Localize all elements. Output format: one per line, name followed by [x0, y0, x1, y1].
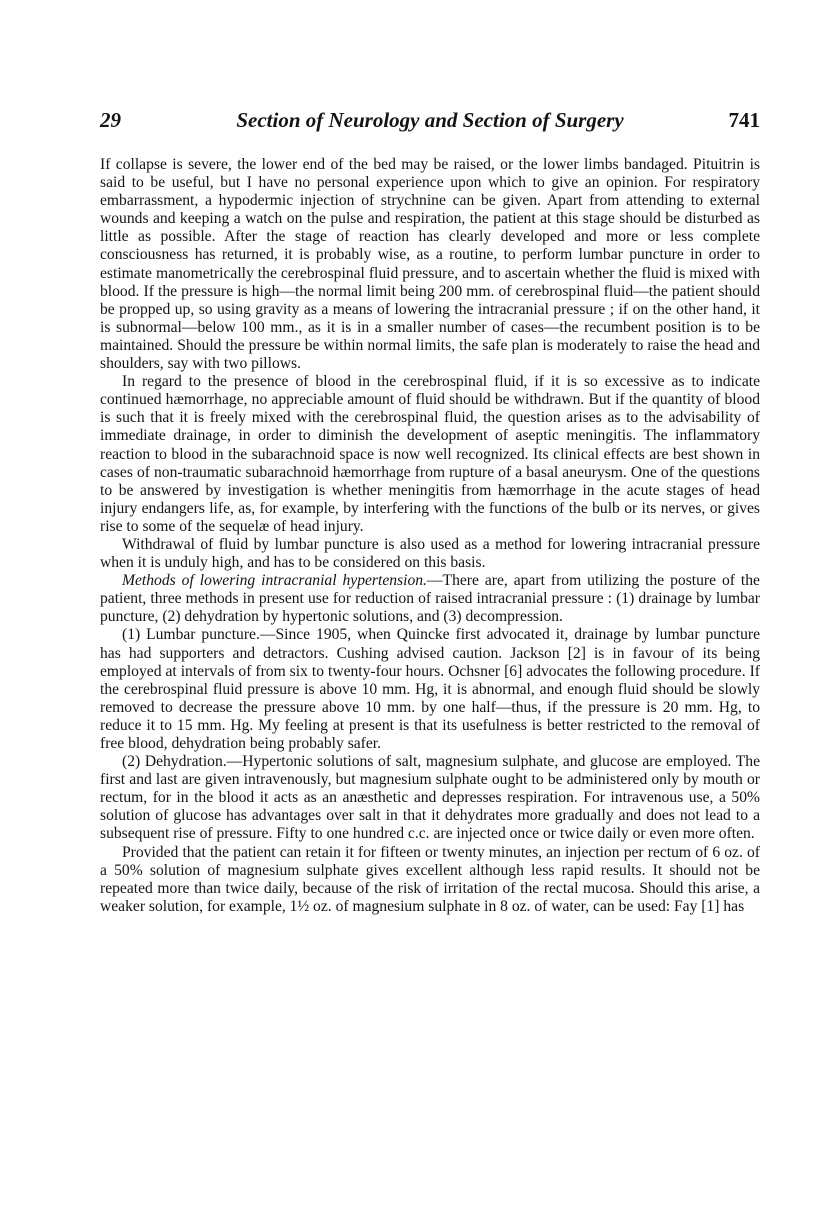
paragraph: In regard to the presence of blood in the cerebrospinal fluid, if it is so excessive as to indicate continued hæmorrhage, no appreciable amount of fluid should be withdrawn. But if the quantity of blood is such that it is freely mixed with the cerebrospinal fluid, the question arises as to the advisability of immediate drainage, in order to diminish the development of aseptic meningitis. The inflammatory reaction to blood in the subarachnoid space is now well recognized. Its clinical effects are best shown in cases of non-traumatic subarachnoid hæmorrhage from rupture of a basal aneurysm. One of the questions to be answered by investigation is whether meningitis from hæmorrhage in the acute stages of head injury endangers life, as, for example, by interfering with the functions of the bulb or its nerves, or gives rise to some of the sequelæ of head injury. [100, 373, 760, 535]
paragraph: Withdrawal of fluid by lumbar puncture is also used as a method for lowering intracranial pressure when it is unduly high, and has to be considered on this basis. [100, 535, 760, 572]
running-header [100, 108, 760, 138]
article-body [100, 156, 760, 916]
header-section-number: 29 [100, 108, 121, 132]
paragraph: Provided that the patient can retain it for fifteen or twenty minutes, an injection per rectum of 6 oz. of a 50% solution of magnesium sulphate gives excellent although less rapid results. It should not be repeated more than twice daily, because of the risk of irritation of the rectal mucosa. Should this arise, a weaker solution, for example, 1½ oz. of magnesium sulphate in 8 oz. of water, can be used: Fay [1] has [100, 843, 760, 915]
page-number: 741 [728, 108, 760, 132]
paragraph: (1) Lumbar puncture.—Since 1905, when Quincke first advocated it, drainage by lumbar puncture has had supporters and detractors. Cushing advised caution. Jackson [2] is in favour of its being employed at intervals of from six to twenty-four hours. Ochsner [6] advocates the following procedure. If the cerebrospinal fluid pressure is above 10 mm. Hg, it is abnormal, and enough fluid should be slowly removed to decrease the pressure above 10 mm. by one half—thus, if the pressure is 20 mm. Hg, to reduce it to 15 mm. Hg. My feeling at present is that its usefulness is better restricted to the removal of free blood, dehydration being probably safer. [100, 626, 760, 752]
paragraph-methods [100, 572, 760, 626]
paragraph: If collapse is severe, the lower end of the bed may be raised, or the lower limbs bandaged. Pituitrin is said to be useful, but I have no personal experience upon which to give an opinion. For respiratory embarrassment, a hypodermic injection of strychnine can be given. Apart from attending to external wounds and keeping a watch on the pulse and respiration, the patient at this stage should be disturbed as little as possible. After the stage of reaction has clearly developed and more or less complete consciousness has returned, it is probably wise, as a routine, to perform lumbar puncture in order to estimate manometrically the cerebrospinal fluid pressure, and to ascertain whether the fluid is mixed with blood. If the pressure is high—the normal limit being 200 mm. of cerebrospinal fluid—the patient should be propped up, so using gravity as a means of lowering the intracranial pressure ; if on the other hand, it is subnormal—below 100 mm., as it is in a smaller number of cases—the recumbent position is to be maintained. Should the pressure be within normal limits, the safe plan is moderately to raise the head and shoulders, say with two pillows. [100, 156, 760, 373]
paragraph-heading: Methods of lowering intracranial hypertension. [122, 572, 427, 590]
header-title: Section of Neurology and Section of Surgery [236, 108, 624, 132]
paragraph-text: —There are, apart from utilizing the posture of the patient, three methods in present use for reduction of raised intracranial pressure : (1) drainage by lumbar puncture, (2) dehydration by hypertonic solutions, and (3) decompression. [100, 572, 760, 626]
paragraph: (2) Dehydration.—Hypertonic solutions of salt, magnesium sulphate, and glucose are employed. The first and last are given intravenously, but magnesium sulphate ought to be administered only by mouth or rectum, for in the blood it acts as an anæsthetic and depresses respiration. For intravenous use, a 50% solution of glucose has advantages over salt in that it dehydrates more gradually and does not lead to a subsequent rise of pressure. Fifty to one hundred c.c. are injected once or twice daily or even more often. [100, 753, 760, 843]
